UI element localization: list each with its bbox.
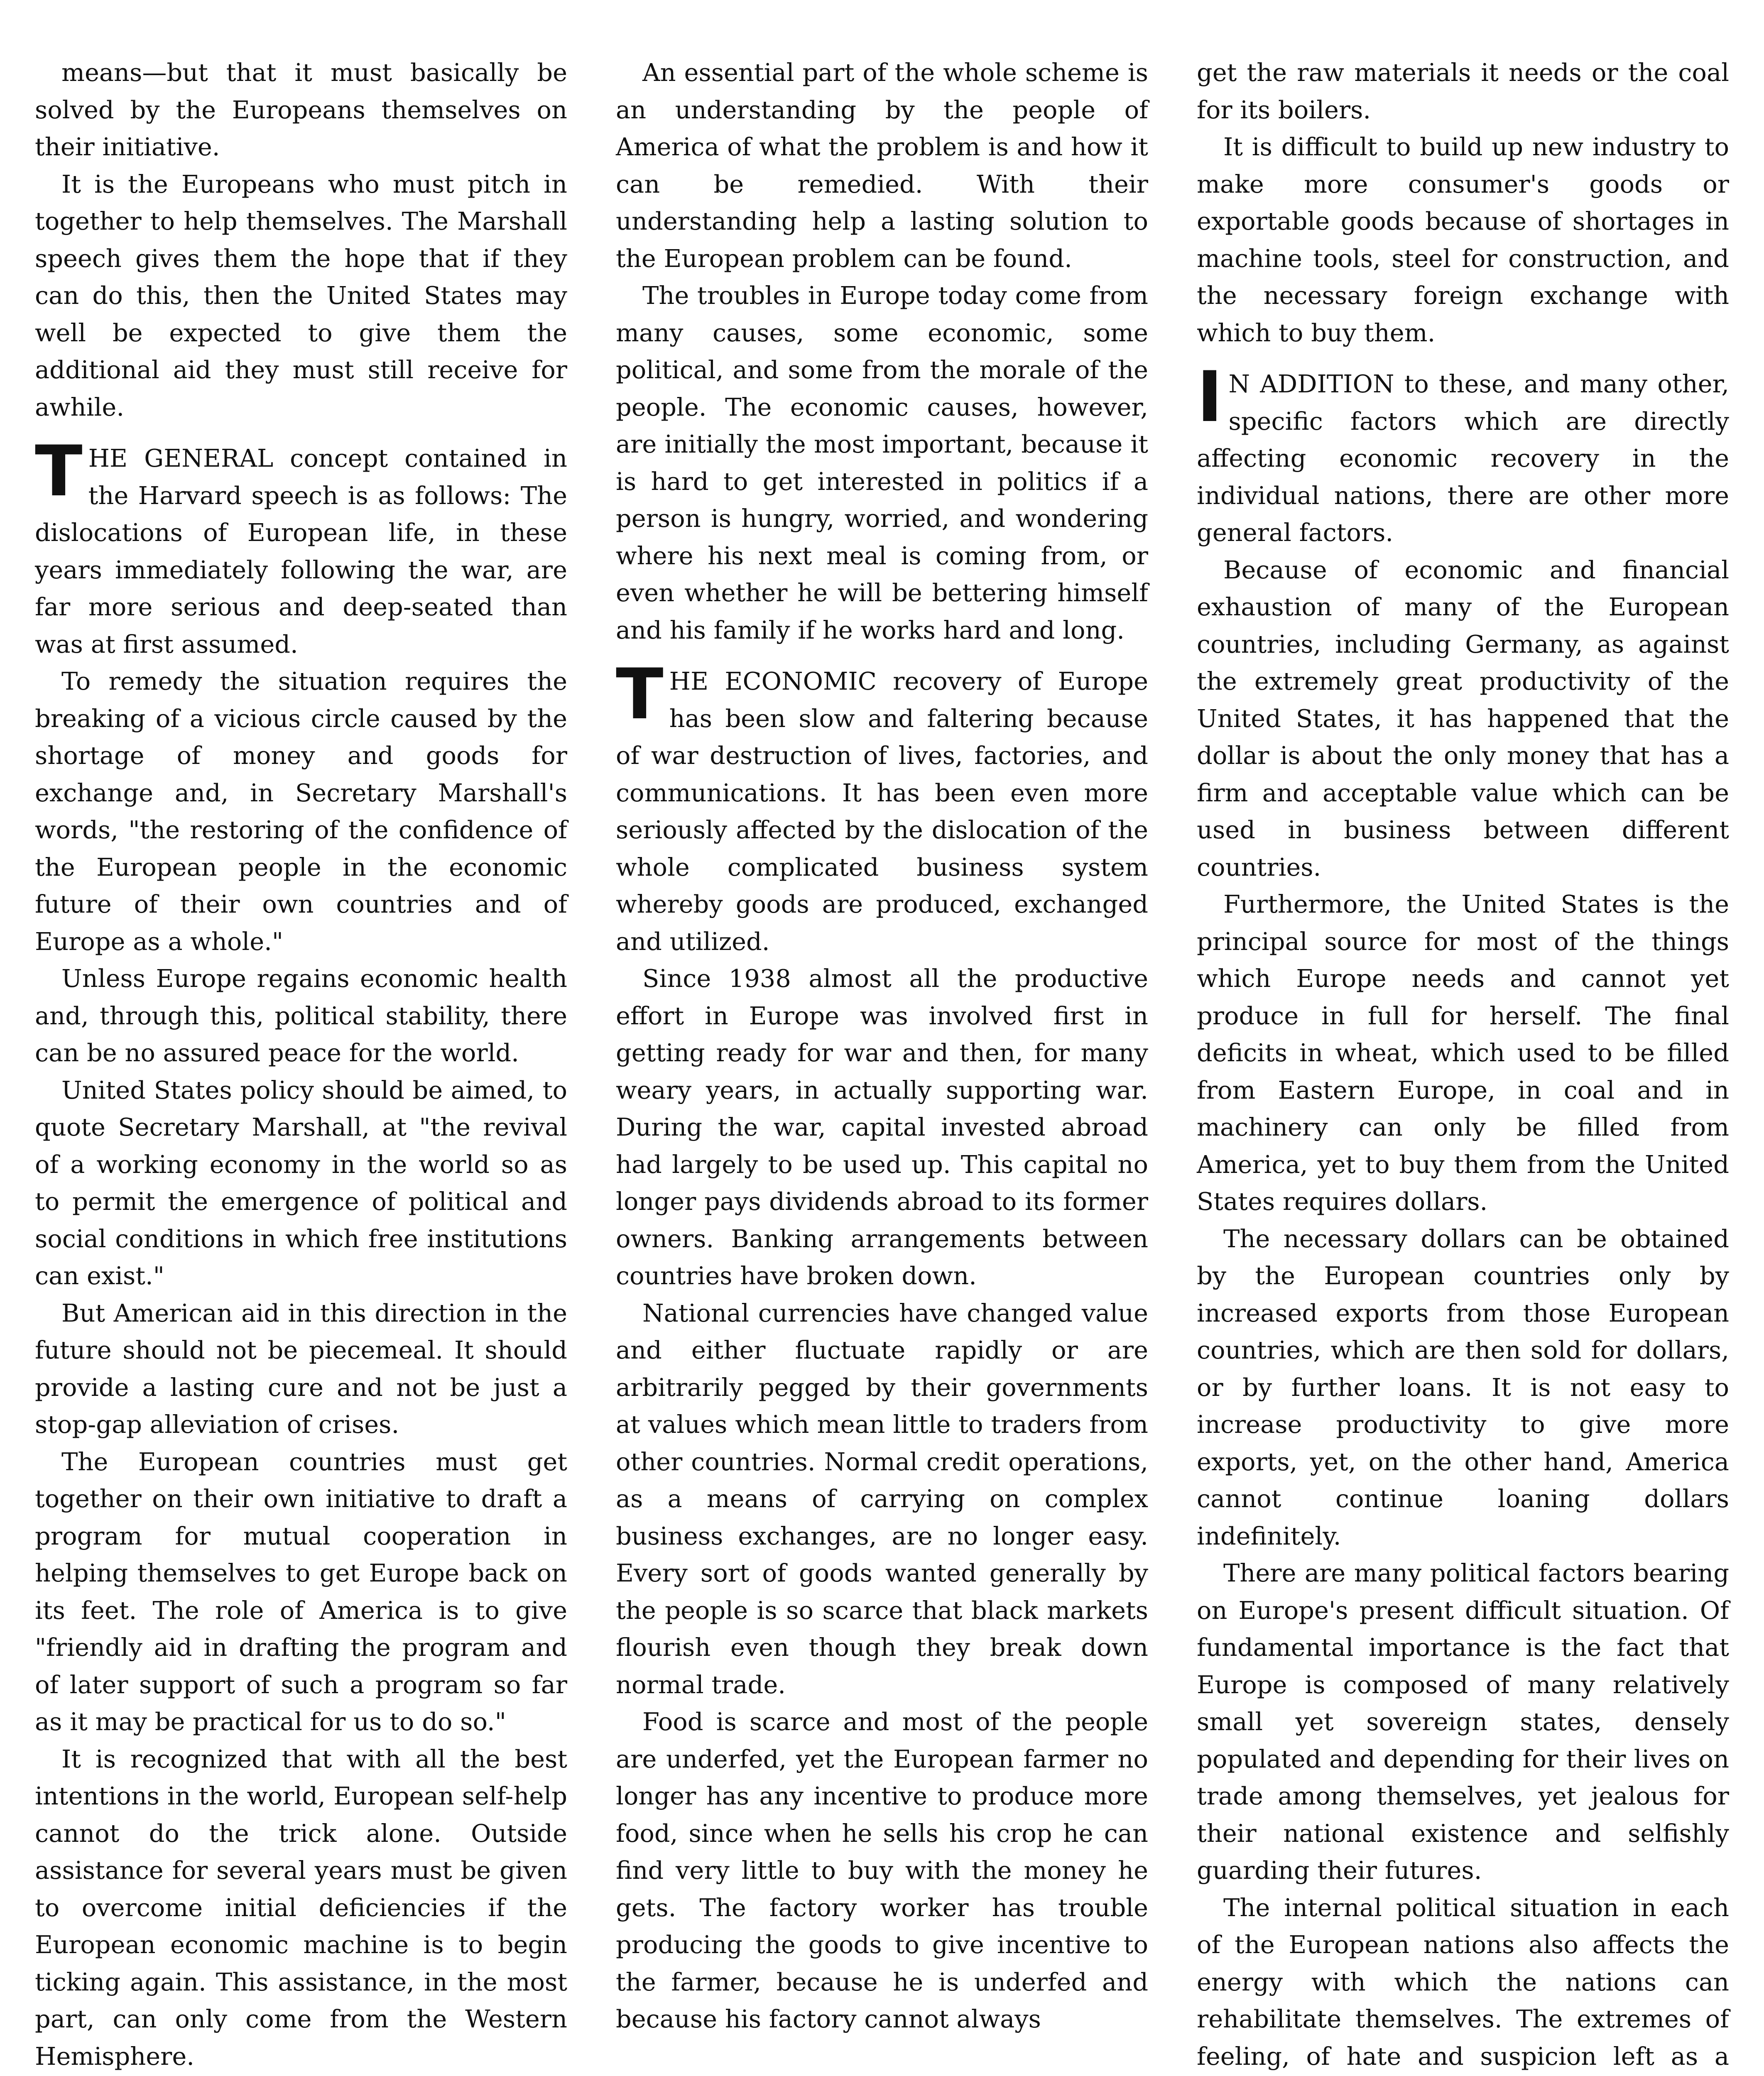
paragraph-text: Unless Europe regains economic health and, through this, political stability, there can be no assured peace for the world. xyxy=(35,964,567,1067)
paragraph-text: get the raw materials it needs or the coal for its boilers. xyxy=(1197,58,1729,124)
paragraph-text: means—but that it must basically be solved by the Europeans themselves on their initiative. xyxy=(35,58,567,161)
paragraph xyxy=(35,663,567,960)
paragraph-text: It is the Europeans who must pitch in together to help themselves. The Marshall speech gives them the hope that if they can do this, then the United States may well be expected to give them the additional aid they must still receive for awhile. xyxy=(35,169,567,421)
paragraph xyxy=(616,1703,1148,2038)
paragraph-text: To remedy the situation requires the breaking of a vicious circle caused by the shortage of money and goods for exchange and, in Secretary Marshall's words, "the restoring of the confidence of the European people in the economic future of their own countries and of Europe as a whole." xyxy=(35,667,567,956)
paragraph xyxy=(616,960,1148,1295)
paragraph-text: Furthermore, the United States is the principal source for most of the things which Europe needs and cannot yet produce in full for herself. The final deficits in wheat, which used to be filled from Eastern Europe, in coal and in machinery can only be filled from America, yet to buy them from the United States requires dollars. xyxy=(1197,890,1729,1216)
paragraph xyxy=(616,54,1148,277)
column-3 xyxy=(1197,54,1729,2076)
paragraph xyxy=(1197,356,1729,551)
drop-cap: T xyxy=(616,654,664,735)
paragraph-text: Because of economic and financial exhaustion of many of the European countries, including Germany, as against the extremely great productivity of the United States, it has happened that the dollar is about the only money that has a firm and acceptable value which can be used in business between different countries. xyxy=(1197,555,1729,881)
paragraph xyxy=(35,54,567,166)
paragraph-text: The European countries must get together on their own initiative to draft a program for mutual cooperation in helping themselves to get Europe back on its feet. The role of America is to give "friendly aid in drafting the program and of later support of such a program so far as it may be practical for us to do so." xyxy=(35,1447,567,1736)
paragraph-text: Since 1938 almost all the productive effort in Europe was involved first in getting ready for war and then, for many weary years, in actually supporting war. During the war, capital invested abroad had largely to be used up. This capital no longer pays dividends abroad to its former owners. Banking arrangements between countries have broken down. xyxy=(616,964,1148,1290)
paragraph-text: The necessary dollars can be obtained by the European countries only by increased exports from those European countries, which are then sold for dollars, or by further loans. It is not easy to increase productivity to give more exports, yet, on the other hand, America cannot continue loaning dollars indefinitely. xyxy=(1197,1224,1729,1550)
paragraph-text: Food is scarce and most of the people are underfed, yet the European farmer no longer has any incentive to produce more food, since when he sells his crop he can find very little to buy with the money he gets. The factory worker has trouble producing the goods to give incentive to the farmer, because he is underfed and because his factory cannot always xyxy=(616,1707,1148,2033)
paragraph xyxy=(1197,886,1729,1220)
paragraph xyxy=(1197,1555,1729,1889)
paragraph xyxy=(616,277,1148,649)
paragraph xyxy=(35,1443,567,1741)
paragraph xyxy=(35,431,567,663)
paragraph-text: HE ECONOMIC recovery of Europe has been slow and faltering because of war destruction of lives, factories, and communications. It has been even more seriously affected by the dislocation of the whole complicated business system whereby goods are produced, exchanged and utilized. xyxy=(616,667,1148,956)
paragraph-text: The troubles in Europe today come from many causes, some economic, some political, and some from the morale of the people. The economic causes, however, are initially the most important, because it is hard to get interested in politics if a person is hungry, worried, and wondering where his next meal is coming from, or even whether he will be bettering himself and his family if he works hard and long. xyxy=(616,281,1148,644)
paragraph-text: N ADDITION to these, and many other, specific factors which are directly affecting economic recovery in the individual nations, there are other more general factors. xyxy=(1197,370,1729,547)
paragraph-text: There are many political factors bearing on Europe's present difficult situation. Of fundamental importance is the fact that Europe is composed of many relatively small yet sovereign states, densely populated and depending for their lives on trade among themselves, yet jealous for their national existence and selfishly guarding their futures. xyxy=(1197,1559,1729,1885)
paragraph-text: United States policy should be aimed, to quote Secretary Marshall, at "the revival of a working economy in the world so as to permit the emergence of political and social conditions in which free institutions can exist." xyxy=(35,1075,567,1290)
drop-cap: T xyxy=(35,431,83,512)
paragraph xyxy=(1197,1889,1729,2076)
column-1 xyxy=(35,54,567,2076)
paragraph xyxy=(1197,1220,1729,1555)
paragraph-text: National currencies have changed value and either fluctuate rapidly or are arbitrarily pegged by their governments at values which mean little to traders from other countries. Normal credit operations, as a means of carrying on complex business exchanges, are no longer easy. Every sort of goods wanted generally by the people is so scarce that black markets flourish even though they break down normal trade. xyxy=(616,1298,1148,1699)
column-2 xyxy=(616,54,1148,2076)
paragraph xyxy=(35,1072,567,1295)
paragraph xyxy=(35,166,567,426)
paragraph xyxy=(1197,551,1729,886)
paragraph xyxy=(35,960,567,1072)
drop-cap: I xyxy=(1197,356,1223,438)
paragraph xyxy=(616,1295,1148,1704)
paragraph-text: HE GENERAL concept contained in the Harvard speech is as follows: The dislocations of European life, in these years immediately following the war, are far more serious and deep-seated than was at first assumed. xyxy=(35,444,567,659)
paragraph-text: The internal political situation in each of the European nations also affects the energy with which the nations can rehabilitate themselves. The extremes of feeling, of hate and suspicion left as a xyxy=(1197,1893,1729,2071)
paragraph xyxy=(35,1741,567,2075)
paragraph-text: It is difficult to build up new industry to make more consumer's goods or exportable goods because of shortages in machine tools, steel for construction, and the necessary foreign exchange with which to buy them. xyxy=(1197,132,1729,347)
paragraph xyxy=(1197,54,1729,128)
paragraph xyxy=(35,1295,567,1443)
paragraph-text: An essential part of the whole scheme is an understanding by the people of America of what the problem is and how it can be remedied. With their understanding help a lasting solution to the European problem can be found. xyxy=(616,58,1148,273)
paragraph-text: It is recognized that with all the best intentions in the world, European self-help cannot do the trick alone. Outside assistance for several years must be given to overcome initial deficiencies if the European economic machine is to begin ticking again. This assistance, in the most part, can only come from the Western Hemisphere. xyxy=(35,1744,567,2071)
article-body xyxy=(35,54,1729,2076)
paragraph xyxy=(1197,128,1729,351)
paragraph xyxy=(616,654,1148,960)
paragraph-text: But American aid in this direction in the future should not be piecemeal. It should provide a lasting cure and not be just a stop-gap alleviation of crises. xyxy=(35,1298,567,1439)
